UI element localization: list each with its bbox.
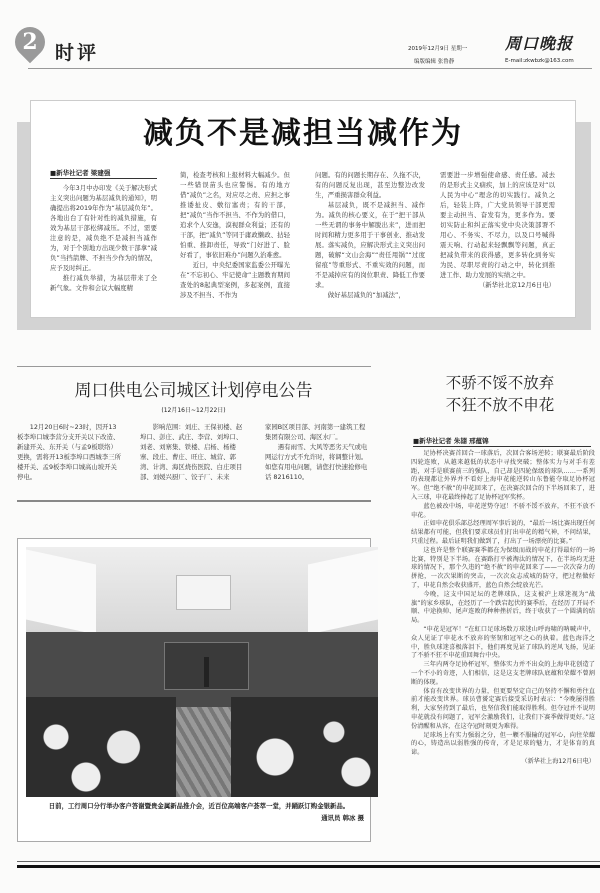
paragraph: 今晚，这支中国足坛的老牌球队，这支被沪上球迷视为“战旗”的家乡球队，在经历了一个跌宕起伏的赛季后，在经历了开局不顺、中途换帅、尾声连败的种种挫折后，终于收获了一个圆满的结局。 [411, 590, 595, 625]
main-article-column-3 [315, 170, 425, 300]
paragraph: 遇有雨雪、大风等恶劣天气或电网运行方式不允许时，将调整计划。如您有用电问题，请您打快速抢修电话 8216110。 [265, 443, 368, 481]
side-article-body [411, 450, 595, 767]
side-article-title-line-2: 不狂不放不申花 [445, 396, 555, 414]
main-article-column-4 [440, 170, 555, 290]
paragraph: 家园B区项目部、河南第一建筑工程集团有限公司、海区水厂。 [265, 423, 366, 441]
notice-bottom-rule [17, 500, 371, 502]
footer-thick-rule [17, 865, 600, 868]
main-article-column-2 [180, 170, 290, 300]
photo-caption-block [36, 801, 366, 823]
paragraph: 这也许是整个联赛赛季都在为保级而战的申花打得最好的一场比赛，特别是下半场。在赛路打平被淘汰的情况下，在半场均无进球的情况下，那个久违的“绝不赦”的申花回来了——一次次奋力的拼抢，一次次果断的突击，一次次众志成城的防守，把过程做好了，申花自然会收获盛开，蓝色自然会绽放光芒。 [411, 546, 595, 589]
notice-column-2 [140, 422, 246, 482]
paragraph: 蓝色被改中场，申花逆势夺冠！不骄不馁不放弃，不狂不放不申花。 [411, 502, 595, 519]
notice-column-3 [265, 422, 371, 482]
main-article-column-1 [50, 183, 157, 293]
paragraph: 足协杯决赛首回合一球落后，次回合客场逆转；联赛最后阶段四轮连败，从越来越低的状态中寻找突破；整体实力与对手有差距，对手是联赛前三的强队，自己却是四轮保级的球队……一系列的表现都让外界并不看好上海申花能逆转山东鲁能夺取足协杯冠军。但“绝不赦”的申花回来了，在决赛次回合的下半场回来了，进入三球，申花最终捧起了足协杯冠军奖杯。 [411, 450, 595, 501]
paragraph: 三年内两夺足协杯冠军，整体实力并不出众的上海申花创造了一个不小的奇迹，人们相信，这是这支老牌球队底蕴和荣耀不曾割断的体现。 [411, 661, 595, 686]
notice-title: 周口供电公司城区计划停电公告 [74, 381, 313, 401]
notice-date-range: (12月16日~12月22日) [161, 407, 226, 414]
side-article-title-line-1: 不骄不馁不放弃 [445, 374, 555, 392]
photo-caption: 日前，工行周口分行举办客户答谢暨贵金属新品推介会，近百位高端客户荟萃一堂，并踊跃订购金银新品。 [48, 802, 350, 810]
paragraph: 简，检查考核和上报材料大幅减少。但一些错误苗头也应警惕。有的地方借“减负”之名，对应尽之责、应担之事推诿扯皮、敷衍塞责；有的干部，把“减负”当作不担当、不作为的借口，追求个人安逸，漠视群众利益；还有的干部，把“减负”等同于庸政懒政、拈轻怕重、推卸责任，导致“门好进了、脸好看了，事依旧难办”问题久治难愈。 [180, 171, 290, 259]
section-title: 时评 [55, 42, 100, 64]
notice-top-rule [17, 366, 371, 367]
paragraph: 问题。有的问题长期存在、久拖不决，有的问题反复出现，甚至边整边改发生，严重损害群众利益。 [315, 171, 425, 199]
paragraph: 足球场上有实力强弱之分，但一颗不服输的冠军心，向往荣耀的心，铸造出以弱胜强的传奇，才是足球的魅力，才是体育的真谛。 [411, 731, 595, 757]
paragraph: 推行减负举措，为基层带来了全新气象。文件和会议大幅度精 [50, 274, 157, 292]
conference-photo [26, 547, 378, 797]
paragraph: 近日，中央纪委国家监委公开曝光在“不忘初心、牢记使命”主题教育期间查处的8起典型案例，多起案例，直接涉及不担当、不作为 [180, 261, 290, 299]
paragraph: 12月20日6时~23时，因开13板李埠口城李营分支开关以下改造、新建开关、东开关（与孟9板联络）更换，需将开13板李埠口西城李三所楼开关、孟9板李埠口城高山坡开关停电。 [17, 423, 121, 481]
paragraph: 体育有改变世界的力量，但更要坚定自己的坚持不懈和勇往直前才能改变世界。球员曹赟定赛后接受采访时表示：“今晚屡得胜利，大家坚持到了最后，也坚信我们能取得胜利。但夺冠并不说明申花就没有问题了，冠军会激励我们，让我们下赛季做得更好。”这份清醒和从容，在这夺冠时刻更为难得。 [411, 687, 595, 730]
paragraph: 正如申花俱乐部总经理周军事后说的，“最后一场比赛出现任何结果都有可能，但我们要求球员们打出申花的精气神，不问结果，只重过程。最后证明我们做到了，打出了一场漂亮的比赛。” [411, 520, 595, 545]
footer-thin-rule [17, 861, 600, 862]
contact-email: E-mail:zkwbzk@163.com [505, 58, 574, 64]
main-article-title: 减负不是减担当减作为 [143, 116, 463, 151]
article-source: （新华社北京12月6日电） [478, 281, 555, 289]
side-article-title [410, 372, 590, 416]
notice-column-1 [17, 422, 121, 482]
editor-credit: 编版编辑 张鲁静 [414, 59, 455, 65]
header-divider [28, 68, 592, 69]
paragraph: 今年3月中办印发《关于解决形式主义突出问题为基层减负的通知》，明确提出将2019年作为“基层减负年”。各地出台了有针对性的减负措施，有效为基层干部松绑减压。不过，需要注意的是，减负绝不是减担当减作为，对于个别地方出现少数干部拿“减负”当挡箭牌、不担当少作为的情况，应予及时纠正。 [50, 184, 157, 272]
issue-date: 2019年12月9日 星期一 [408, 46, 468, 52]
main-article-byline: ■新华社记者 梁建强 [50, 168, 157, 179]
page-number: 2 [22, 29, 38, 55]
paragraph: 基层减负，既不是减担当、减作为。减负的核心要义，在于“把干部从一些无谓的事务中解脱出来”，进而把时间和精力更多用于干事创业、推动发展。落实减负，应解决形式主义突出问题，破解“文山会海”“责任甩锅”“过度留痕”等重形式、不重实效的问题，而不是减掉应有的岗位职责、降低工作要求。 [315, 201, 425, 289]
side-article-byline: ■新华社记者 朱翃 邢蕴锦 [413, 436, 591, 447]
photo-box [17, 538, 371, 842]
paragraph: 影响范围：刘庄、王保初楼、赵埠口、彭庄、武庄、李营、刘埠口、刘老、刘寨集、铁楼、启杨、杨楼寨、段庄、曹庄、旺庄、城营、郭湾、计湾、海区烧伤医院、白庄项目部、刘媛兴厨厂、饺子厂、未来 [140, 423, 243, 481]
newspaper-logo: 周口晚报 [505, 34, 574, 53]
paragraph: 需要进一步增强使命感、责任感。减去的是形式主义痼疾，加上的应该是对“以人民为中心”理念的切实践行。减负之后，轻装上阵，广大党员领导干部更需要主动担当、奋发有为，更多作为。要切实防止和纠正落实党中央决策部署不用心、不务实、不尽力，以及口号喊得震天响、行动起来轻飘飘等问题，真正把减负带来的获得感，更多转化到务实为民、尽职尽责的行动之中，转化到推进工作、助力发展的实绩之中。 [440, 171, 555, 279]
article-source: （新华社上海12月6日电） [521, 757, 595, 765]
photo-credit: 通讯员 韩冰 摄 [321, 814, 364, 822]
paragraph: “申花是冠军！”在虹口足球场数万球迷山呼海啸的呐喊声中，众人见证了申花永不放弃的坚韧和冠军之心的执着。蓝色海洋之中，胜负球迷喜极落泪下，他们再度见证了球队的逆风飞扬，见证了不骄不狂不申花重回舞台中央。 [411, 625, 595, 660]
paragraph: 做好基层减负的“加减法”， [327, 291, 405, 299]
